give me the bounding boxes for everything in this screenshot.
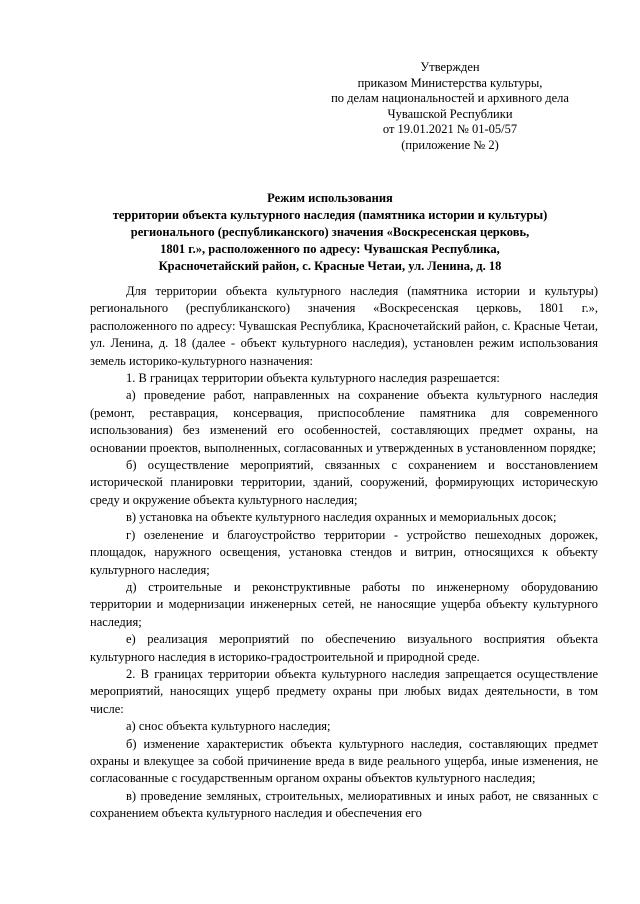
list-item-2a: а) снос объекта культурного наследия; <box>126 719 331 734</box>
approval-line: от 19.01.2021 № 01-05/57 <box>382 122 518 137</box>
section-1-heading: 1. В границах территории объекта культурного наследия разрешается: <box>126 371 500 386</box>
title-line: территории объекта культурного наследия (памятника истории и культуры) <box>112 208 548 222</box>
approval-line: Утвержден <box>420 60 480 74</box>
section-2-heading: 2. В границах территории объекта культурного наследия запрещается осуществление мероприятий, наносящих ущерб предмету охраны при любых видах деятельности, в том числе: <box>90 666 598 716</box>
title-line: регионального (республиканского) значения «Воскресенская церковь, <box>130 225 530 239</box>
list-item-1g: г) озеленение и благоустройство территории - устройство пешеходных дорожек, площадок, наружного освещения, установка стендов и витрин, относящихся к объекту культурного наследия; <box>90 527 598 577</box>
list-item-1a: а) проведение работ, направленных на сохранение объекта культурного наследия (ремонт, реставрация, консервация, приспособление памятника для современного использования) без изменений его особенностей, составляющих предмет охраны, на основании проектов, выполненных, согласованных и утвержденных в установленном порядке; <box>90 388 598 455</box>
list-item-2v: в) проведение земляных, строительных, мелиоративных и иных работ, не связанных с сохранением объекта культурного наследия и обеспечения его <box>90 788 598 821</box>
list-item-1v: в) установка на объекте культурного наследия охранных и мемориальных досок; <box>126 510 557 525</box>
title-line: Красночетайский район, с. Красные Четаи, ул. Ленина, д. 18 <box>158 259 502 273</box>
approval-line: (приложение № 2) <box>401 137 499 152</box>
title-line: Режим использования <box>267 191 393 205</box>
list-item-1d: д) строительные и реконструктивные работы по инженерному оборудованию территории и модернизации инженерных сетей, не наносящие ущерба объекту культурного наследия; <box>90 579 598 629</box>
intro-paragraph: Для территории объекта культурного наследия (памятника истории и культуры) регионального (республиканского) значения «Воскресенская церковь, 1801 г.», расположенного по адресу: Чувашская Республика, Красночетайский район, с. Красные Четаи, ул. Ленина, д. 18 (далее - объект культурного наследия), установлен режим использования земель историко-культурного назначения: <box>90 284 598 368</box>
title-line: 1801 г.», расположенного по адресу: Чувашская Республика, <box>160 242 500 256</box>
document-body <box>90 283 598 823</box>
approval-line: приказом Министерства культуры, <box>357 75 543 90</box>
document-title <box>60 190 600 275</box>
list-item-1b: б) осуществление мероприятий, связанных с сохранением и восстановлением исторической планировки территории, зданий, сооружений, формирующих историческую среду и окружение объекта культурного наследия; <box>90 458 598 507</box>
approval-line: по делам национальностей и архивного дела <box>331 91 569 106</box>
approval-block <box>300 60 600 154</box>
list-item-1e: е) реализация мероприятий по обеспечению визуального восприятия объекта культурного наследия в историко-градостроительной и природной среде. <box>90 632 598 664</box>
approval-line: Чувашской Республики <box>387 106 513 121</box>
list-item-2b: б) изменение характеристик объекта культурного наследия, составляющих предмет охраны и влекущее за собой причинение вреда в виде реального ущерба, иные изменения, не согласованные с государственным органом охраны объектов культурного наследия; <box>90 736 598 786</box>
